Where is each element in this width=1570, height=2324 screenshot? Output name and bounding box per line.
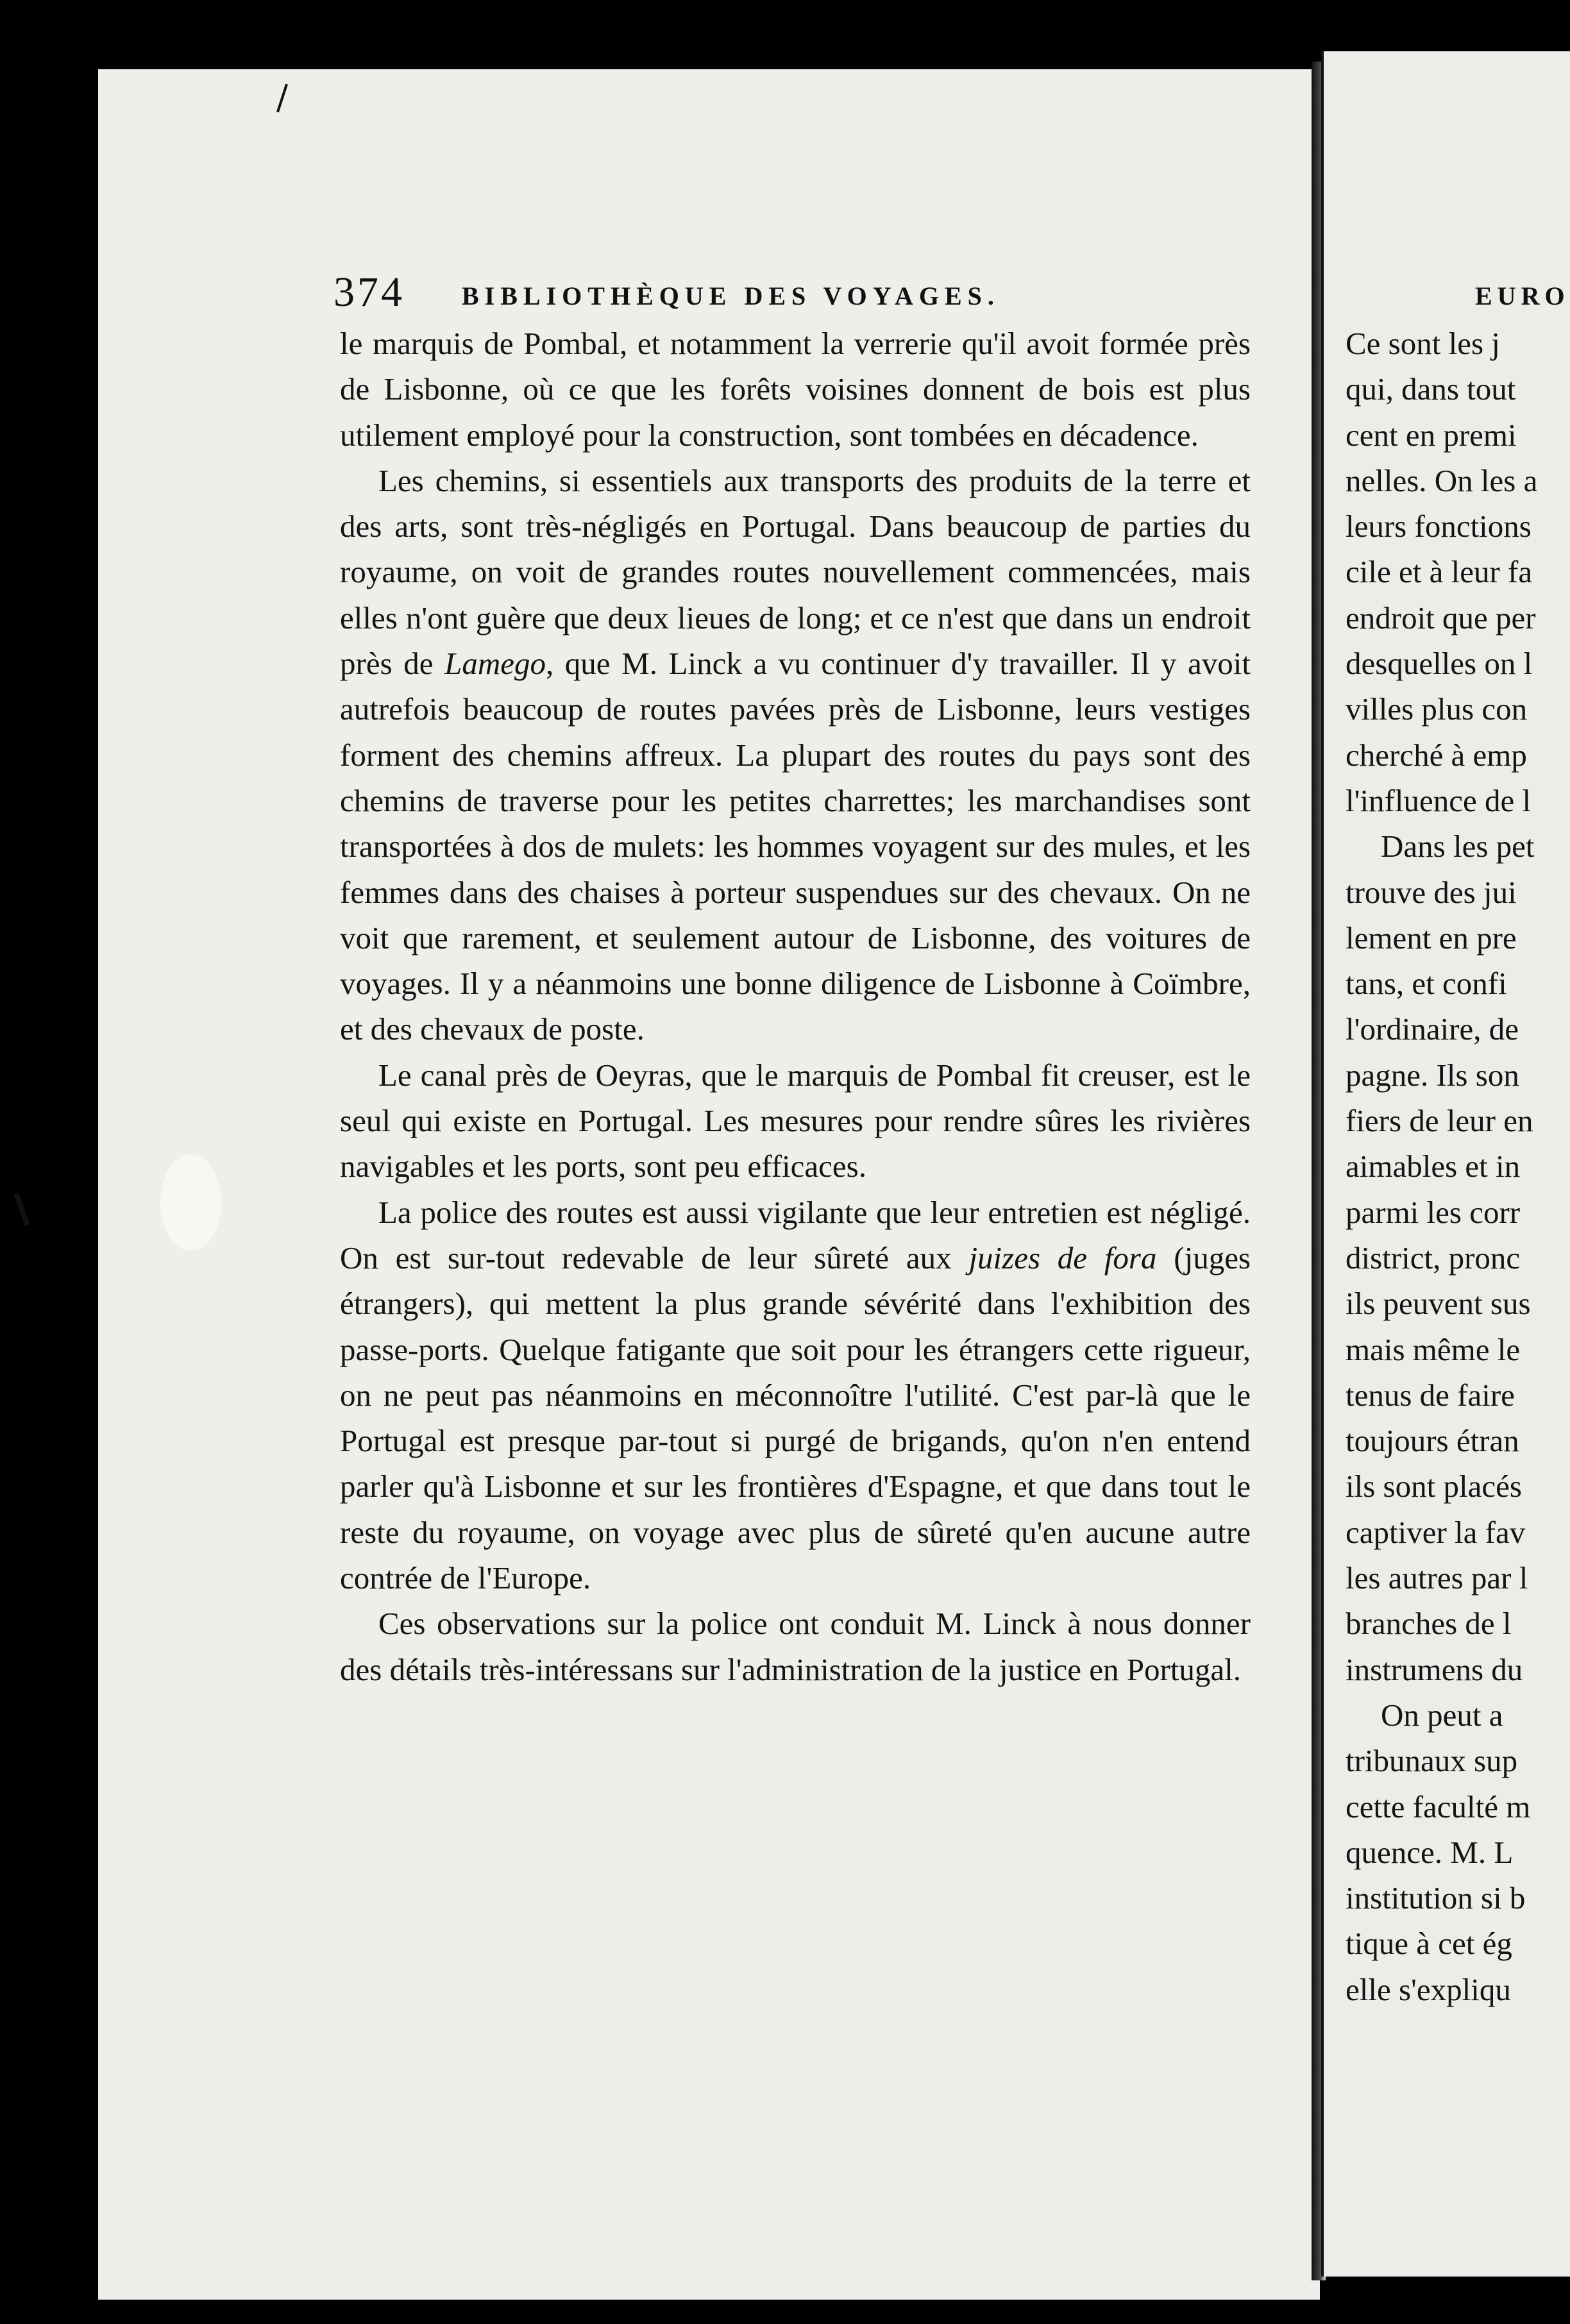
right-page-line: desquelles on l xyxy=(1346,646,1533,682)
paragraph xyxy=(340,1190,1251,1601)
right-page-line: parmi les corr xyxy=(1346,1194,1521,1230)
right-page-line: ils sont placés xyxy=(1346,1469,1522,1504)
ink-speck xyxy=(13,1193,30,1226)
right-page-line: instrumens du xyxy=(1346,1651,1523,1687)
right-page-line: cent en premi xyxy=(1346,417,1517,453)
right-page-line: captiver la fav xyxy=(1346,1514,1526,1550)
right-page-body xyxy=(1346,321,1570,2012)
left-page-body xyxy=(340,321,1251,1692)
right-page-line: lement en pre xyxy=(1346,920,1517,956)
right-page-line: l'ordinaire, de xyxy=(1346,1011,1519,1047)
right-page-line: l'influence de l xyxy=(1346,782,1532,818)
right-page-line: cherché à emp xyxy=(1346,737,1527,773)
right-page-line: district, pronc xyxy=(1346,1240,1521,1276)
page-number: 374 xyxy=(333,269,405,316)
right-page-line: nelles. On les a xyxy=(1346,462,1538,498)
right-page-line: cette faculté m xyxy=(1346,1789,1531,1824)
right-page-line: fiers de leur en xyxy=(1346,1103,1533,1139)
right-page-line: institution si b xyxy=(1346,1880,1526,1916)
text-run: , que M. Linck a vu continuer d'y travailler. Il y avoit autrefois beaucoup de routes pavées près de Lisbonne, leurs vestiges forment des chemins affreux. La plupart des routes du pays sont des chemins de traverse pour les petites charrettes; les marchandises sont transportées à dos de mulets: les hommes voyagent sur des mules, et les femmes dans des chaises à porteur suspendues sur des chevaux. On ne voit que rarement, et seulement autour de Lisbonne, des voitures de voyages. Il y a néanmoins une bonne diligence de Lisbonne à Coïmbre, et des chevaux de poste. xyxy=(340,646,1251,1047)
right-page-line: quence. M. L xyxy=(1346,1834,1514,1870)
right-page-line: endroit que per xyxy=(1346,600,1536,636)
right-page-line: pagne. Ils son xyxy=(1346,1057,1519,1093)
paragraph: le marquis de Pombal, et notamment la verrerie qu'il avoit formée près de Lisbonne, où ce que les forêts voisines donnent de bois est plus utilement employé pour la construction, sont tombées en décadence. xyxy=(340,326,1251,453)
right-page-line: tique à cet ég xyxy=(1346,1926,1512,1962)
text-run: La police des routes est aussi vigilante que leur entretien est négligé. On est sur-tout redevable de leur sûreté aux xyxy=(340,1194,1251,1276)
right-page-line: ils peuvent sus xyxy=(1346,1286,1531,1322)
text-run: (juges étrangers), qui mettent la plus grande sévérité dans l'exhibition des passe-ports. Quelque fatigante que soit pour les étrangers cette rigueur, on ne peut pas néanmoins en méconnoître l'utilité. C'est par-là que le Portugal est presque par-tout si purgé de brigands, qu'on n'en entend parler qu'à Lisbonne et sur les frontières d'Espagne, et que dans tout le reste du royaume, on voyage avec plus de sûreté qu'en aucune autre contrée de l'Europe. xyxy=(340,1240,1251,1596)
italic-term: juizes de fora xyxy=(968,1240,1157,1276)
right-page-line: tenus de faire xyxy=(1346,1377,1515,1413)
italic-place-name: Lamego xyxy=(444,646,546,682)
paragraph xyxy=(340,458,1251,1052)
paragraph: Ces observations sur la police ont conduit M. Linck à nous donner des détails très-intéressans sur l'administration de la justice en Portugal. xyxy=(340,1606,1251,1687)
text-run: Les chemins, si essentiels aux transports des produits de la terre et des arts, sont très-négligés en Portugal. Dans beaucoup de parties du royaume, on voit de grandes routes nouvellement commencées, mais elles n'ont guère que deux lieues de long; et ce n'est que dans un endroit près de xyxy=(340,462,1251,682)
right-page-line: qui, dans tout xyxy=(1346,371,1516,407)
right-page-line: aimables et in xyxy=(1346,1149,1521,1184)
right-page-line: Ce sont les j xyxy=(1346,326,1500,361)
paragraph: Le canal près de Oeyras, que le marquis de Pombal fit creuser, est le seul qui existe en Portugal. Les mesures pour rendre sûres les rivières navigables et les ports, sont peu efficaces. xyxy=(340,1057,1251,1184)
running-head: BIBLIOTHÈQUE DES VOYAGES. xyxy=(462,282,1000,310)
right-page-line: branches de l xyxy=(1346,1606,1512,1642)
right-page-line: villes plus con xyxy=(1346,691,1528,727)
right-page-line: mais même le xyxy=(1346,1331,1521,1367)
right-running-head: EURO xyxy=(1475,282,1570,310)
right-page-line: cile et à leur fa xyxy=(1346,554,1533,590)
right-page-line: elle s'expliqu xyxy=(1346,1971,1511,2007)
right-page-line: trouve des jui xyxy=(1346,874,1517,910)
right-page-line: les autres par l xyxy=(1346,1560,1528,1596)
right-page-line: leurs fonctions xyxy=(1346,509,1532,544)
right-page-line: On peut a xyxy=(1381,1697,1503,1733)
right-page-line: Dans les pet xyxy=(1381,829,1535,864)
paper-blemish xyxy=(160,1154,221,1250)
right-page-line: tans, et confi xyxy=(1346,966,1507,1002)
right-page-line: toujours étran xyxy=(1346,1423,1519,1459)
right-page-line: tribunaux sup xyxy=(1346,1743,1518,1779)
